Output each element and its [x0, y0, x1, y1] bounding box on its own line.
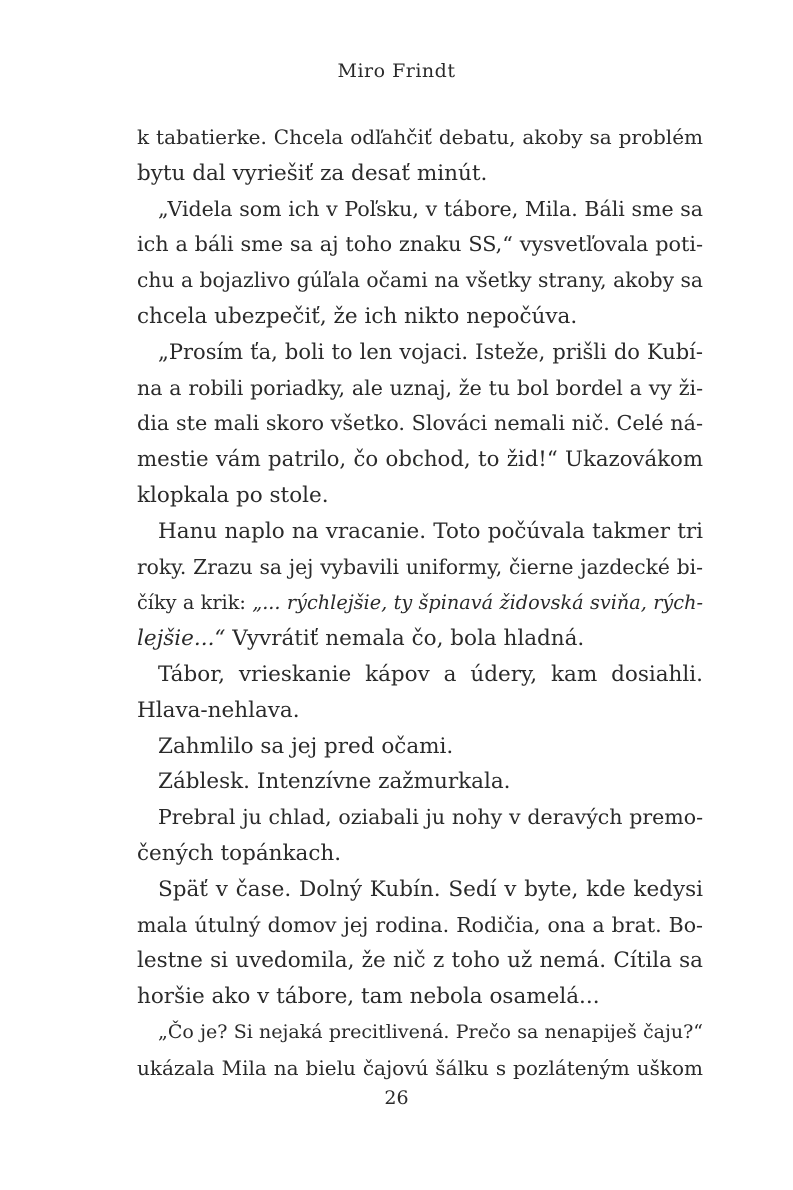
text-line: na a robili poriadky, ale uznaj, že tu bol bordel a vy ži- — [137, 375, 703, 400]
italic-quote: lejšie...“ — [137, 626, 226, 652]
text-line: Záblesk. Intenzívne zažmurkala. — [158, 769, 511, 795]
text-line: ukázala Mila na bielu čajovú šálku s pozláteným uškom — [137, 1055, 703, 1080]
text-line: Hanu naplo na vracanie. Toto počúvala takmer tri — [158, 518, 703, 544]
text-line: čených topánkach. — [137, 840, 342, 866]
text-line: Hlava-nehlava. — [137, 697, 300, 723]
body-text — [137, 120, 703, 1087]
text-line: ich a báli sme sa aj toho znaku SS,“ vysvetľovala poti- — [137, 232, 703, 257]
text-line: bytu dal vyriešiť za desať minút. — [137, 160, 488, 186]
text-segment: číky a krik: — [137, 591, 253, 615]
text-line: chu a bojazlivo gúľala očami na všetky strany, akoby sa — [137, 268, 703, 293]
text-line: k tabatierke. Chcela odľahčiť debatu, akoby sa problém — [137, 125, 703, 149]
text-line: chcela ubezpečiť, že ich nikto nepočúva. — [137, 303, 578, 329]
text-line: horšie ako v tábore, tam nebola osamelá... — [137, 984, 600, 1010]
italic-quote: „... rýchlejšie, ty špinavá židovská sviňa, rých- — [252, 591, 703, 615]
text-line: roky. Zrazu sa jej vybavili uniformy, čierne jazdecké bi- — [137, 554, 703, 579]
text-line: dia ste mali skoro všetko. Slováci nemali nič. Celé ná- — [137, 411, 703, 436]
text-line: mestie vám patrilo, čo obchod, to žid!“ Ukazovákom — [137, 447, 703, 473]
page-number: 26 — [384, 1087, 409, 1109]
text-line — [137, 585, 703, 621]
text-line: klopkala po stole. — [137, 482, 329, 508]
text-segment: Vyvrátiť nemala čo, bola hladná. — [225, 626, 585, 652]
text-line: Prebral ju chlad, oziabali ju nohy v deravých premo- — [158, 805, 703, 830]
text-line: mala útulný domov jej rodina. Rodičia, ona a brat. Bo- — [137, 912, 703, 937]
text-line: Tábor, vrieskanie kápov a údery, kam dosiahli. — [158, 661, 703, 687]
text-line: lestne si uvedomila, že nič z toho už nemá. Cítila sa — [137, 948, 703, 974]
running-header-author: Miro Frindt — [337, 60, 456, 82]
text-line: „Čo je? Si nejaká precitlivená. Prečo sa nenapiješ čaju?“ — [158, 1020, 703, 1043]
text-line: „Videla som ich v Poľsku, v tábore, Mila. Báli sme sa — [158, 196, 703, 221]
text-line: Späť v čase. Dolný Kubín. Sedí v byte, kde kedysi — [158, 876, 703, 902]
text-line — [137, 621, 703, 657]
text-line: Zahmlilo sa jej pred očami. — [158, 733, 454, 759]
text-line: „Prosím ťa, boli to len vojaci. Isteže, prišli do Kubí- — [158, 339, 703, 364]
